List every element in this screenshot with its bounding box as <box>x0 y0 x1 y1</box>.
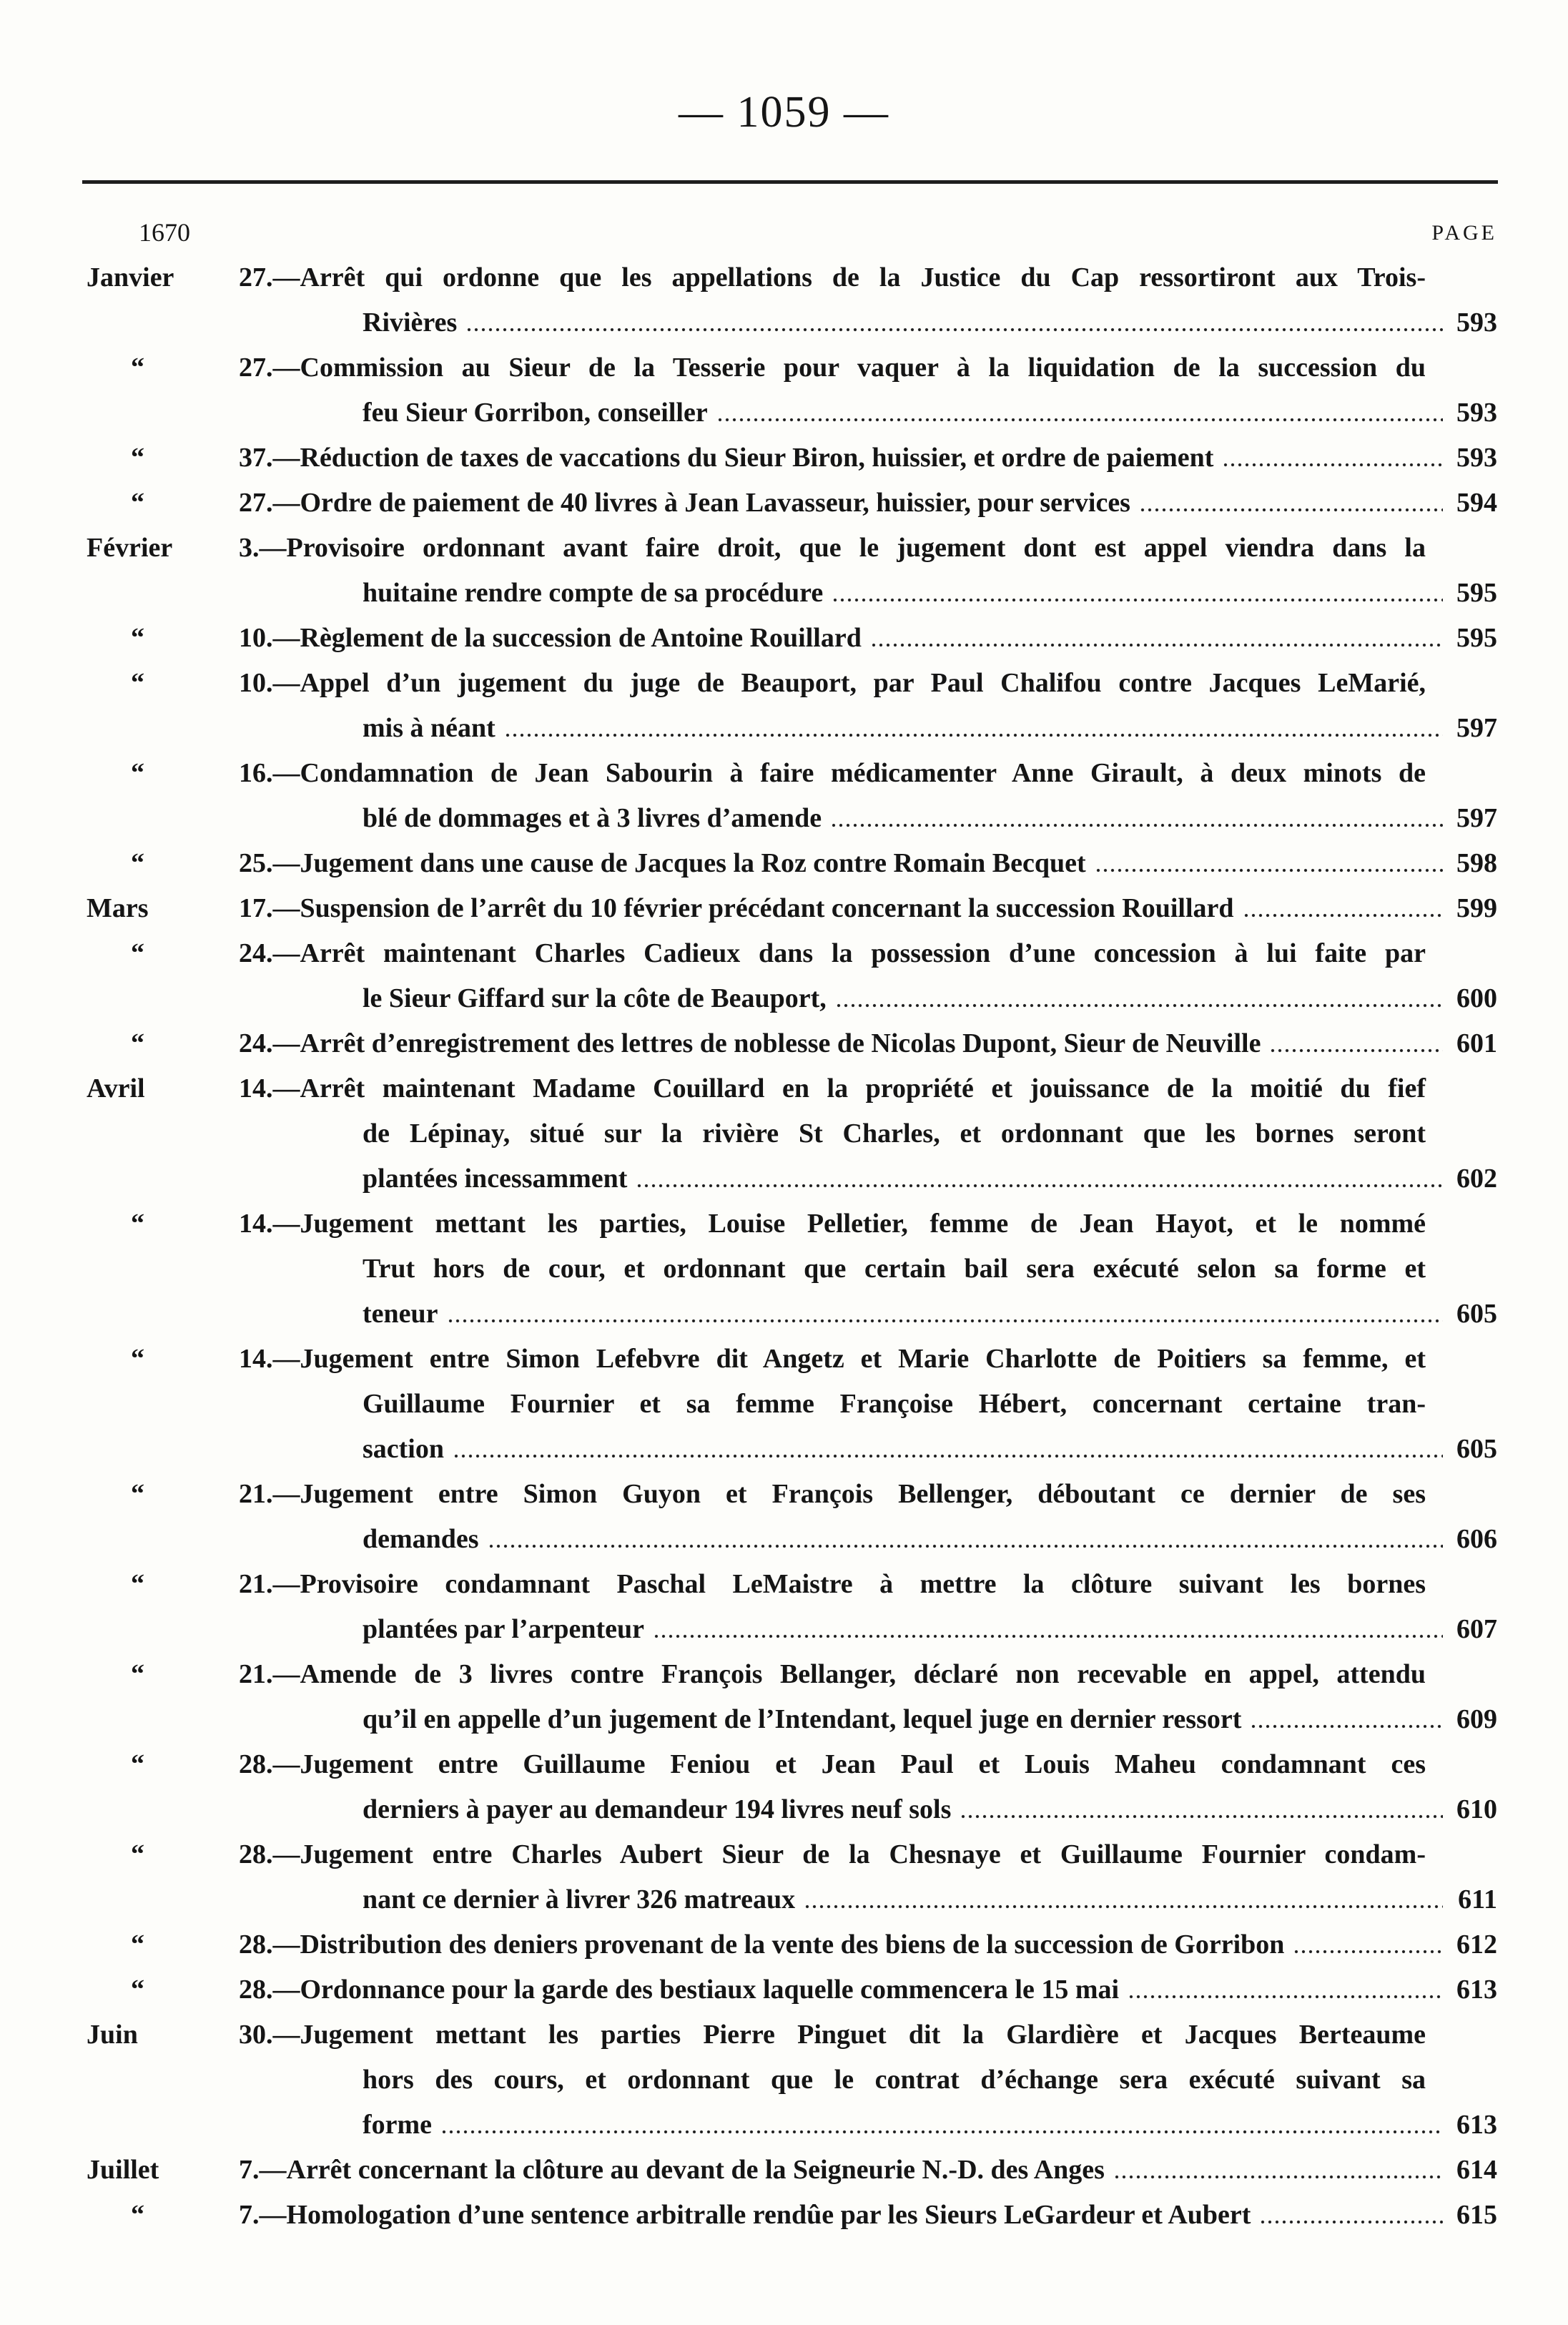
dot-leader <box>870 616 1443 661</box>
entry-page-number: 610 <box>1456 1794 1497 1824</box>
entry-last-line <box>239 841 1497 886</box>
entry-month: Mars <box>87 893 149 923</box>
ditto-mark: “ <box>131 2200 144 2230</box>
entry-last-line <box>239 1021 1497 1066</box>
entry-line: 14.—Jugement mettant les parties, Louise Pelletier, femme de Jean Hayot, et le nommé <box>239 1209 1426 1239</box>
entry-last-line <box>363 1156 1497 1201</box>
dot-leader <box>1222 436 1443 481</box>
entry-line: 14.—Arrêt maintenant Madame Couillard en la propriété et jouissance de la moitié du fief <box>239 1073 1426 1103</box>
entry-page-number: 594 <box>1456 488 1497 518</box>
entry-last-line <box>363 1697 1497 1742</box>
entry-line: hors des cours, et ordonnant que le contrat d’échange sera exécuté suivant sa <box>363 2065 1426 2095</box>
entry-line: 21.—Amende de 3 livres contre François Bellanger, déclaré non recevable en appel, attendu <box>239 1659 1426 1689</box>
entry-last-line <box>239 2148 1497 2193</box>
entry-line: 3.—Provisoire ordonnant avant faire droit, que le jugement dont est appel viendra dans la <box>239 533 1426 563</box>
entry-line: 14.—Jugement entre Simon Lefebvre dit Angetz et Marie Charlotte de Poitiers sa femme, et <box>239 1344 1426 1374</box>
entry-page-number: 606 <box>1456 1524 1497 1554</box>
entry-text: le Sieur Giffard sur la côte de Beauport, <box>363 983 827 1013</box>
entry-page-number: 593 <box>1456 398 1497 428</box>
ditto-mark: “ <box>131 1749 144 1779</box>
entry-page-number: 614 <box>1456 2155 1497 2185</box>
ditto-mark: “ <box>131 1975 144 2005</box>
dot-leader <box>1113 2148 1443 2193</box>
entry-month: Avril <box>87 1073 145 1103</box>
entry-line: 24.—Arrêt maintenant Charles Cadieux dans la possession d’une concession à lui faite par <box>239 938 1426 968</box>
entry-line: 21.—Provisoire condamnant Paschal LeMaistre à mettre la clôture suivant les bornes <box>239 1569 1426 1599</box>
entry-line: de Lépinay, situé sur la rivière St Charles, et ordonnant que les bornes seront <box>363 1119 1426 1149</box>
entry-page-number: 613 <box>1456 2110 1497 2140</box>
entry-page-number: 598 <box>1456 848 1497 878</box>
dot-leader <box>453 1427 1443 1472</box>
entry-page-number: 605 <box>1456 1434 1497 1464</box>
entry-page-number: 595 <box>1456 578 1497 608</box>
dot-leader <box>653 1607 1443 1652</box>
entry-text: huitaine rendre compte de sa procédure <box>363 578 824 608</box>
ditto-mark: “ <box>131 758 144 788</box>
dot-leader <box>832 571 1443 616</box>
entry-page-number: 613 <box>1456 1975 1497 2005</box>
dot-leader <box>1139 481 1443 526</box>
ditto-mark: “ <box>131 1930 144 1960</box>
entry-last-line <box>239 616 1497 661</box>
entry-page-number: 597 <box>1456 713 1497 743</box>
entry-last-line <box>239 1967 1497 2012</box>
entry-last-line <box>363 706 1497 751</box>
entry-last-line <box>363 571 1497 616</box>
entry-page-number: 611 <box>1458 1884 1497 1914</box>
page-number: — 1059 — <box>679 88 889 137</box>
entry-text: 28.—Distribution des deniers provenant de la vente des biens de la succession de Gorribon <box>239 1930 1285 1960</box>
entry-text: teneur <box>363 1299 438 1329</box>
ditto-mark: “ <box>131 353 144 383</box>
entry-last-line <box>363 2103 1497 2148</box>
entry-text: 27.—Ordre de paiement de 40 livres à Jean Lavasseur, huissier, pour services <box>239 488 1130 518</box>
entry-last-line <box>239 886 1497 931</box>
entry-text: blé de dommages et à 3 livres d’amende <box>363 803 822 833</box>
dot-leader <box>488 1517 1443 1562</box>
dot-leader <box>1095 841 1443 886</box>
entry-month: Février <box>87 533 173 563</box>
entry-line: Trut hors de cour, et ordonnant que certain bail sera exécuté selon sa forme et <box>363 1254 1426 1284</box>
dot-leader <box>1243 886 1443 931</box>
entry-page-number: 593 <box>1456 443 1497 473</box>
dot-leader <box>804 1877 1443 1922</box>
entry-last-line <box>363 300 1497 345</box>
dot-leader <box>1269 1021 1443 1066</box>
ditto-mark: “ <box>131 443 144 473</box>
entry-page-number: 602 <box>1456 1164 1497 1194</box>
entry-last-line <box>363 976 1497 1021</box>
entry-text: demandes <box>363 1524 479 1554</box>
entry-text: 37.—Réduction de taxes de vaccations du Sieur Biron, huissier, et ordre de paiement <box>239 443 1214 473</box>
ditto-mark: “ <box>131 1344 144 1374</box>
entry-last-line <box>363 1877 1497 1922</box>
entry-text: 24.—Arrêt d’enregistrement des lettres de noblesse de Nicolas Dupont, Sieur de Neuville <box>239 1028 1261 1058</box>
entry-last-line <box>363 1787 1497 1832</box>
entry-line: 10.—Appel d’un jugement du juge de Beauport, par Paul Chalifou contre Jacques LeMarié, <box>239 668 1426 698</box>
ditto-mark: “ <box>131 668 144 698</box>
entry-last-line <box>363 1292 1497 1337</box>
entry-page-number: 601 <box>1456 1028 1497 1058</box>
entry-page-number: 615 <box>1456 2200 1497 2230</box>
ditto-mark: “ <box>131 938 144 968</box>
entry-text: forme <box>363 2110 433 2140</box>
ditto-mark: “ <box>131 488 144 518</box>
entry-text: 28.—Ordonnance pour la garde des bestiaux laquelle commencera le 15 mai <box>239 1975 1120 2005</box>
ditto-mark: “ <box>131 1479 144 1509</box>
entry-text: Rivières <box>363 308 458 338</box>
entry-text: 25.—Jugement dans une cause de Jacques la Roz contre Romain Becquet <box>239 848 1086 878</box>
entry-line: 30.—Jugement mettant les parties Pierre Pinguet dit la Glardière et Jacques Berteaume <box>239 2020 1426 2050</box>
page-column-heading: PAGE <box>1431 221 1497 245</box>
entry-page-number: 612 <box>1456 1930 1497 1960</box>
entry-last-line <box>239 1922 1497 1967</box>
entry-page-number: 600 <box>1456 983 1497 1013</box>
entry-line: 27.—Arrêt qui ordonne que les appellations de la Justice du Cap ressortiront aux Trois- <box>239 262 1426 293</box>
header-rule <box>82 180 1498 184</box>
ditto-mark: “ <box>131 1028 144 1058</box>
entry-page-number: 605 <box>1456 1299 1497 1329</box>
entry-line: 28.—Jugement entre Charles Aubert Sieur de la Chesnaye et Guillaume Fournier condam- <box>239 1839 1426 1869</box>
ditto-mark: “ <box>131 1659 144 1689</box>
dot-leader <box>465 300 1443 345</box>
entry-text: qu’il en appelle d’un jugement de l’Intendant, lequel juge en dernier ressort <box>363 1704 1242 1734</box>
entry-page-number: 609 <box>1456 1704 1497 1734</box>
entry-page-number: 607 <box>1456 1614 1497 1644</box>
ditto-mark: “ <box>131 848 144 878</box>
entry-text: saction <box>363 1434 444 1464</box>
entry-month: Juin <box>87 2020 138 2050</box>
entry-last-line <box>363 1607 1497 1652</box>
dot-leader <box>440 2103 1443 2148</box>
entry-text: plantées incessamment <box>363 1164 628 1194</box>
entry-text: 10.—Règlement de la succession de Antoine Rouillard <box>239 623 862 653</box>
entry-text: 17.—Suspension de l’arrêt du 10 février précédant concernant la succession Rouillard <box>239 893 1234 923</box>
entry-page-number: 595 <box>1456 623 1497 653</box>
entry-text: derniers à payer au demandeur 194 livres neuf sols <box>363 1794 952 1824</box>
entry-last-line <box>363 1517 1497 1562</box>
dot-leader <box>504 706 1443 751</box>
entry-text: 7.—Arrêt concernant la clôture au devant de la Seigneurie N.-D. des Anges <box>239 2155 1105 2185</box>
ditto-mark: “ <box>131 1569 144 1599</box>
ditto-mark: “ <box>131 623 144 653</box>
entry-last-line <box>239 2193 1497 2238</box>
entry-text: feu Sieur Gorribon, conseiller <box>363 398 708 428</box>
entry-text: mis à néant <box>363 713 495 743</box>
entry-last-line <box>239 481 1497 526</box>
ditto-mark: “ <box>131 1209 144 1239</box>
entry-page-number: 593 <box>1456 308 1497 338</box>
dot-leader <box>636 1156 1443 1201</box>
dot-leader <box>1259 2193 1443 2238</box>
entry-last-line <box>363 796 1497 841</box>
entry-text: 7.—Homologation d’une sentence arbitralle rendûe par les Sieurs LeGardeur et Aubert <box>239 2200 1251 2230</box>
entry-last-line <box>363 390 1497 436</box>
dot-leader <box>835 976 1443 1021</box>
dot-leader <box>716 390 1443 436</box>
dot-leader <box>1128 1967 1443 2012</box>
entry-line: 21.—Jugement entre Simon Guyon et François Bellenger, déboutant ce dernier de ses <box>239 1479 1426 1509</box>
entry-month: Juillet <box>87 2155 159 2185</box>
dot-leader <box>960 1787 1443 1832</box>
entry-page-number: 599 <box>1456 893 1497 923</box>
entry-line: 28.—Jugement entre Guillaume Feniou et Jean Paul et Louis Maheu condamnant ces <box>239 1749 1426 1779</box>
ditto-mark: “ <box>131 1839 144 1869</box>
entry-line: 27.—Commission au Sieur de la Tesserie pour vaquer à la liquidation de la succession du <box>239 353 1426 383</box>
dot-leader <box>830 796 1443 841</box>
entry-text: nant ce dernier à livrer 326 matreaux <box>363 1884 796 1914</box>
entry-month: Janvier <box>87 262 174 293</box>
entry-text: plantées par l’arpenteur <box>363 1614 645 1644</box>
entry-line: Guillaume Fournier et sa femme Françoise Hébert, concernant certaine tran- <box>363 1389 1426 1419</box>
entry-last-line <box>239 436 1497 481</box>
entry-last-line <box>363 1427 1497 1472</box>
year-heading: 1670 <box>139 218 190 247</box>
dot-leader <box>1293 1922 1443 1967</box>
dot-leader <box>447 1292 1443 1337</box>
dot-leader <box>1250 1697 1443 1742</box>
entry-page-number: 597 <box>1456 803 1497 833</box>
entry-line: 16.—Condamnation de Jean Sabourin à faire médicamenter Anne Girault, à deux minots de <box>239 758 1426 788</box>
